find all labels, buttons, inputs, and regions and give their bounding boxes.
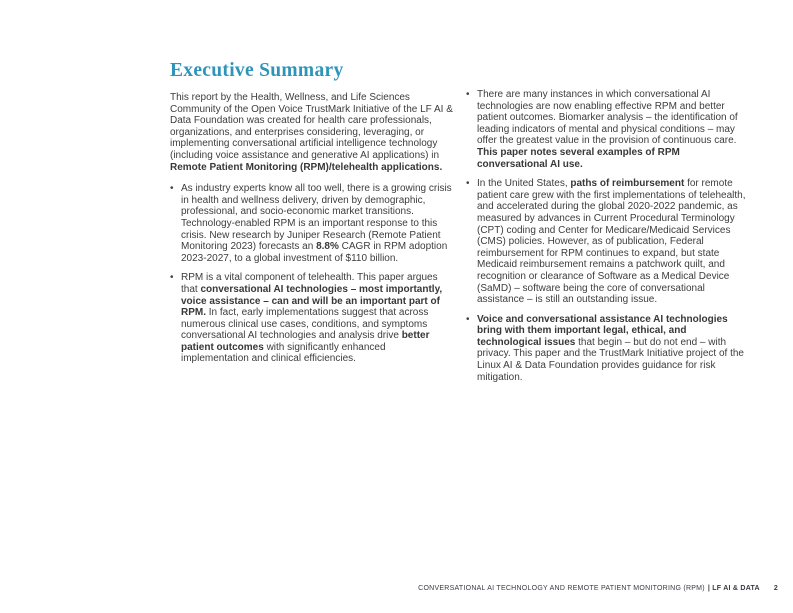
bullet-text: RPM is a vital component of telehealth. This paper argues that conversational AI technologies – most importantly, voice assistance – can and will be an important part of RPM. In fact, early implementations suggest that across numerous clinical use cases, conditions, and symptoms conversational AI technologies and analysis drive better patient outcomes with significantly enhanced implementation and clinical efficiencies.: [181, 272, 443, 365]
bullet-icon: •: [170, 272, 174, 284]
intro-paragraph: This report by the Health, Wellness, and Life Sciences Community of the Open Voice TrustMark Initiative of the LF AI & Data Foundation was created for health care professionals, organizations, and enterprises considering, leveraging, or implementing conversational artificial intelligence technology (including voice assistance and generative AI applications) in Remote Patient Monitoring (RPM)/telehealth applications.: [170, 92, 453, 173]
footer-brand: | LF AI & DATA: [707, 585, 760, 592]
bullet-text: There are many instances in which conversational AI technologies are now enabling effective RPM and better patient outcomes. Biomarker analysis – the identification of leading indicators of mental and physical conditions – may offer the greatest value in the provision of continuous care. This paper notes several examples of RPM conversational AI use.: [477, 89, 738, 170]
left-column: [170, 92, 454, 373]
bullet-icon: •: [466, 89, 470, 100]
list-item: [170, 272, 454, 365]
list-item: [466, 314, 753, 384]
bullet-icon: •: [466, 313, 470, 325]
right-column: [466, 89, 753, 391]
bullet-text: In the United States, paths of reimbursement for remote patient care grew with the first implementations of telehealth, and accelerated during the global 2020-2022 pandemic, as measured by advances in Current Procedural Terminology (CPT) coding and Center for Medicare/Medicaid Services (CMS) policies. However, as of publication, Federal reimbursement for RPM continues to expand, but state Medicaid reimbursement remains a patchwork quilt, and recognition or clearance of Software as a Medical Device (SaMD) – software being the core of conversational assistance – is still an outstanding issue.: [477, 178, 746, 306]
list-item: [466, 178, 753, 306]
list-item: [466, 89, 753, 170]
footer-doc-title: CONVERSATIONAL AI TECHNOLOGY AND REMOTE PATIENT MONITORING (RPM): [418, 585, 705, 592]
bullet-text: As industry experts know all too well, there is a growing crisis in health and wellness delivery, driven by demographic, professional, and socio-economic market transitions. Technology-enabled RPM is an important response to this crisis. New research by Juniper Research (Remote Patient Monitoring 2023) forecasts an 8.8% CAGR in RPM adoption 2023-2027, to a global investment of $110 billion.: [181, 183, 452, 264]
bullet-text: Voice and conversational assistance AI technologies bring with them important legal, ethical, and technological issues that begin – but do not end – with privacy. This paper and the TrustMark Initiative project of the Linux AI & Data Foundation provides guidance for risk mitigation.: [477, 313, 744, 383]
bullet-icon: •: [170, 183, 174, 195]
bullet-icon: •: [466, 178, 470, 190]
page-title: Executive Summary: [170, 60, 344, 82]
page-footer: [418, 585, 778, 592]
list-item: [170, 183, 454, 264]
page-number: 2: [773, 585, 778, 592]
